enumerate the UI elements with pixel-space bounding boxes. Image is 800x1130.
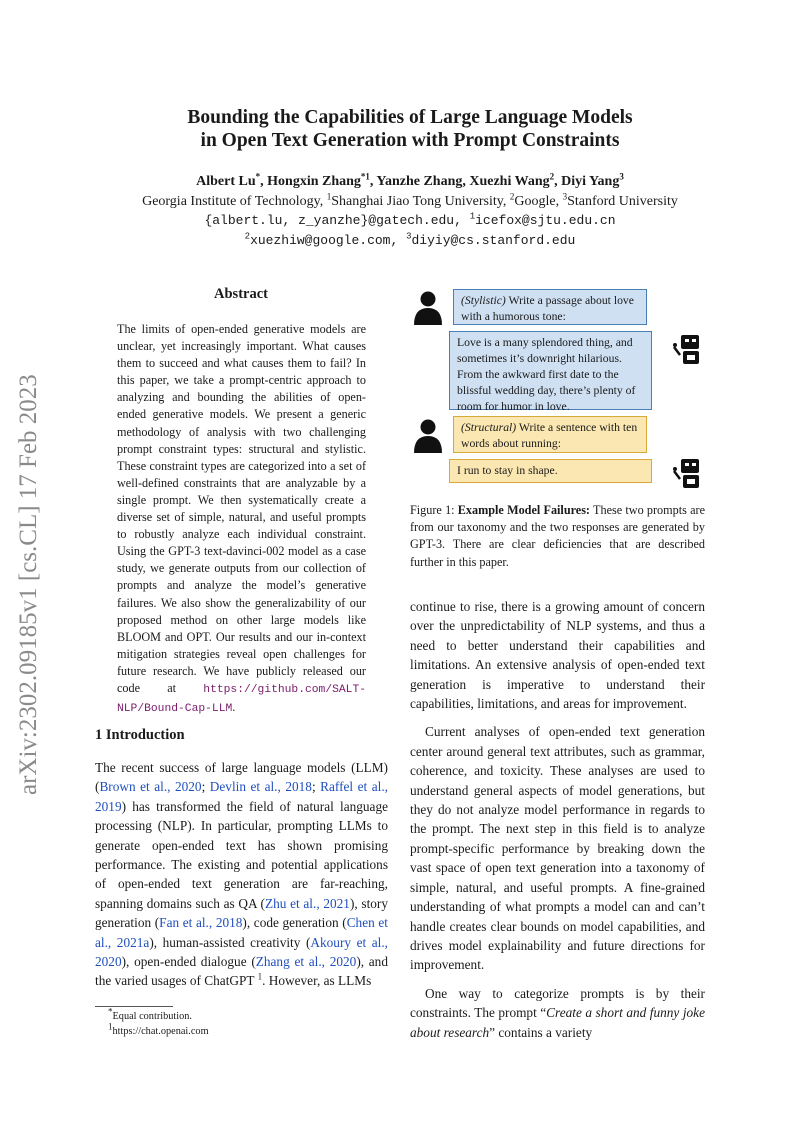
figure-1 xyxy=(409,285,709,497)
robot-icon xyxy=(672,333,705,366)
author-mark: *1 xyxy=(360,171,370,182)
prompt-tag: (Structural) xyxy=(461,421,517,434)
footnote-text: https://chat.openai.com xyxy=(112,1026,209,1037)
footnote-2 xyxy=(108,1021,209,1039)
email-mark: 1 xyxy=(469,211,476,222)
email: icefox@sjtu.edu.cn xyxy=(475,213,616,228)
paper-title xyxy=(100,106,720,152)
citation-link[interactable]: Devlin et al., 2018 xyxy=(209,779,312,795)
paragraph: Current analyses of open-ended text generation center around general text attributes, such as grammar, coherence, and toxicity. These analyses are used to understand general aspects of model generations, but they do not analyze model performance in regards to the prompt. The next step in this field is to analyze prompt-specific performance by breaking down the vast space of open text generation into a taxonomy of simple, natural, and useful prompts. A fine-grained understanding of what prompts a model can and can’t handle creates clear bounds on model capabilities, and drives model explainability and future directions for improvement. xyxy=(410,724,705,973)
citation-link[interactable]: Raffel et al., 2019 xyxy=(95,779,388,814)
prompt-tag: (Stylistic) xyxy=(461,294,506,307)
abstract-body xyxy=(117,321,366,718)
body-text: ), and the varied usages of ChatGPT xyxy=(95,954,388,989)
caption-label: Figure 1: xyxy=(410,503,458,517)
body-text: ” contains a variety xyxy=(489,1024,593,1040)
footnote-mark: * xyxy=(108,1006,113,1017)
citation-link[interactable]: Zhang et al., 2020 xyxy=(255,954,357,970)
footnote-ref[interactable]: 1 xyxy=(257,972,263,983)
abstract-heading: Abstract xyxy=(214,286,268,302)
body-text: ), human-assisted creativity ( xyxy=(149,934,311,950)
affiliations xyxy=(80,192,740,212)
affiliation: Stanford University xyxy=(567,193,678,209)
footnote-1 xyxy=(108,1006,209,1024)
emails-line-1 xyxy=(80,211,740,231)
body-text: ), story generation ( xyxy=(95,895,389,931)
body-text: ; xyxy=(201,779,210,795)
citation-link[interactable]: Brown et al., 2020 xyxy=(99,779,202,795)
body-text: ) has transformed the field of natural language processing (NLP). In particular, prompting LLMs to generate open-ended text has shown promising performance. The existing and potential applications of open-ended text generation are far-reaching, spanning domains such as QA ( xyxy=(95,798,388,911)
footnote-mark: 1 xyxy=(108,1021,113,1032)
footnote-text: Equal contribution. xyxy=(112,1011,192,1022)
user-icon xyxy=(413,419,443,453)
footnote-rule xyxy=(95,1006,173,1007)
body-text: ), code generation ( xyxy=(242,915,347,931)
user-icon xyxy=(413,291,443,325)
body-text: . However, as LLMs xyxy=(262,973,372,989)
figure-caption xyxy=(410,502,705,571)
footnotes xyxy=(108,1006,209,1039)
affiliation: Google, xyxy=(514,193,563,209)
paragraph xyxy=(410,984,705,1042)
author-mark: 2 xyxy=(549,171,555,182)
email: xuezhiw@google.com, xyxy=(250,232,407,248)
author-name: , Hongxin Zhang xyxy=(260,174,361,189)
example-prompt: Create a short and funny joke about research xyxy=(410,1005,705,1040)
stylistic-prompt-bubble xyxy=(453,289,647,325)
body-text: ; xyxy=(311,779,321,795)
structural-prompt-bubble xyxy=(453,416,647,453)
author-name: , Yanzhe Zhang, Xuezhi Wang xyxy=(369,174,550,189)
paragraph: continue to rise, there is a growing amount of concern over the unpredictability of NLP systems, and thus a need to better understand their capabilities and limitations. An extensive analysis of open-ended text generation is imperative to understand their capabilities, limitations, and areas for improvement. xyxy=(410,599,705,712)
abstract-text: The limits of open-ended generative models are unclear, yet increasingly important. What causes them to succeed and what causes them to fail? In this paper, we take a prompt-centric approach to analyzing and bounding the abilities of open-ended generative models. We present a generic methodology of analysis with two challenging prompt constraint types: structural and stylistic. These constraint types are categorized into a set of well-defined constraints that are analyzable by a single prompt. We then systematically create a diverse set of simple, natural, and useful prompts to robustly analyze each individual constraint. Using the GPT-3 text-davinci-002 model as a case study, we generate outputs from our collection of prompts and analyze the model’s generative failures. We also show the generalizability of our proposed method on other large models like BLOOM and OPT. Our results and our in-context mitigation strategies reveal open challenges for future research. We have publicly released our code at xyxy=(117,322,366,695)
structural-response-bubble: I run to stay in shape. xyxy=(449,459,652,483)
citation-link[interactable]: Fan et al., 2018 xyxy=(159,915,243,931)
author-mark: 3 xyxy=(619,171,624,182)
introduction-right-column xyxy=(410,597,705,1042)
section-heading-introduction: 1 Introduction xyxy=(95,727,185,743)
author-name: , Diyi Yang xyxy=(554,174,620,189)
author-block xyxy=(80,172,740,250)
email: diyiy@cs.stanford.edu xyxy=(411,232,576,248)
title-line-1: Bounding the Capabilities of Large Language Models xyxy=(187,107,633,128)
robot-icon xyxy=(672,457,705,490)
title-line-2: in Open Text Generation with Prompt Constraints xyxy=(200,130,620,151)
citation-link[interactable]: Zhu et al., 2021 xyxy=(264,895,350,911)
affiliation-mark: 3 xyxy=(562,190,568,201)
citation-link[interactable]: Chen et al., 2021a xyxy=(95,915,388,950)
code-link[interactable]: https://github.com/SALT-NLP/Bound-Cap-LLM xyxy=(117,683,366,716)
emails-line-2 xyxy=(80,231,740,251)
abstract-end: . xyxy=(232,700,236,715)
affiliation: Georgia Institute of Technology, xyxy=(142,193,327,209)
affiliation-mark: 2 xyxy=(509,190,515,201)
prompt-text: Write a sentence with ten words about running: xyxy=(461,421,638,450)
body-text: The recent success of large language models (LLM) ( xyxy=(95,760,388,795)
email: {albert.lu, z_yanzhe}@gatech.edu, xyxy=(204,213,470,228)
affiliation-mark: 1 xyxy=(326,190,332,201)
arxiv-id: arXiv:2302.09185v1 [cs.CL] 17 Feb 2023 xyxy=(15,374,42,795)
author-names xyxy=(80,172,740,192)
email-mark: 3 xyxy=(406,231,412,242)
body-text: One way to categorize prompts is by their constraints. The prompt “ xyxy=(410,985,705,1021)
caption-text: These two prompts are from our taxonomy and the two responses are generated by GPT-3. There are clear deficiencies that are described further in this paper. xyxy=(410,503,705,569)
stylistic-response-bubble: Love is a many splendored thing, and sometimes it’s downright hilarious. From the awkward first date to the blissful wedding day, there’s plenty of room for humor in love. xyxy=(449,331,652,410)
introduction-left-column xyxy=(95,758,388,991)
affiliation: Shanghai Jiao Tong University, xyxy=(331,193,510,209)
citation-link[interactable]: Akoury et al., 2020 xyxy=(95,934,388,970)
body-text: ), open-ended dialogue ( xyxy=(121,954,256,970)
author-name: Albert Lu xyxy=(196,174,256,189)
caption-bold: Example Model Failures: xyxy=(457,503,590,517)
prompt-text: Write a passage about love with a humorous tone: xyxy=(461,294,634,323)
email-mark: 2 xyxy=(244,231,251,242)
author-mark: * xyxy=(255,171,261,182)
